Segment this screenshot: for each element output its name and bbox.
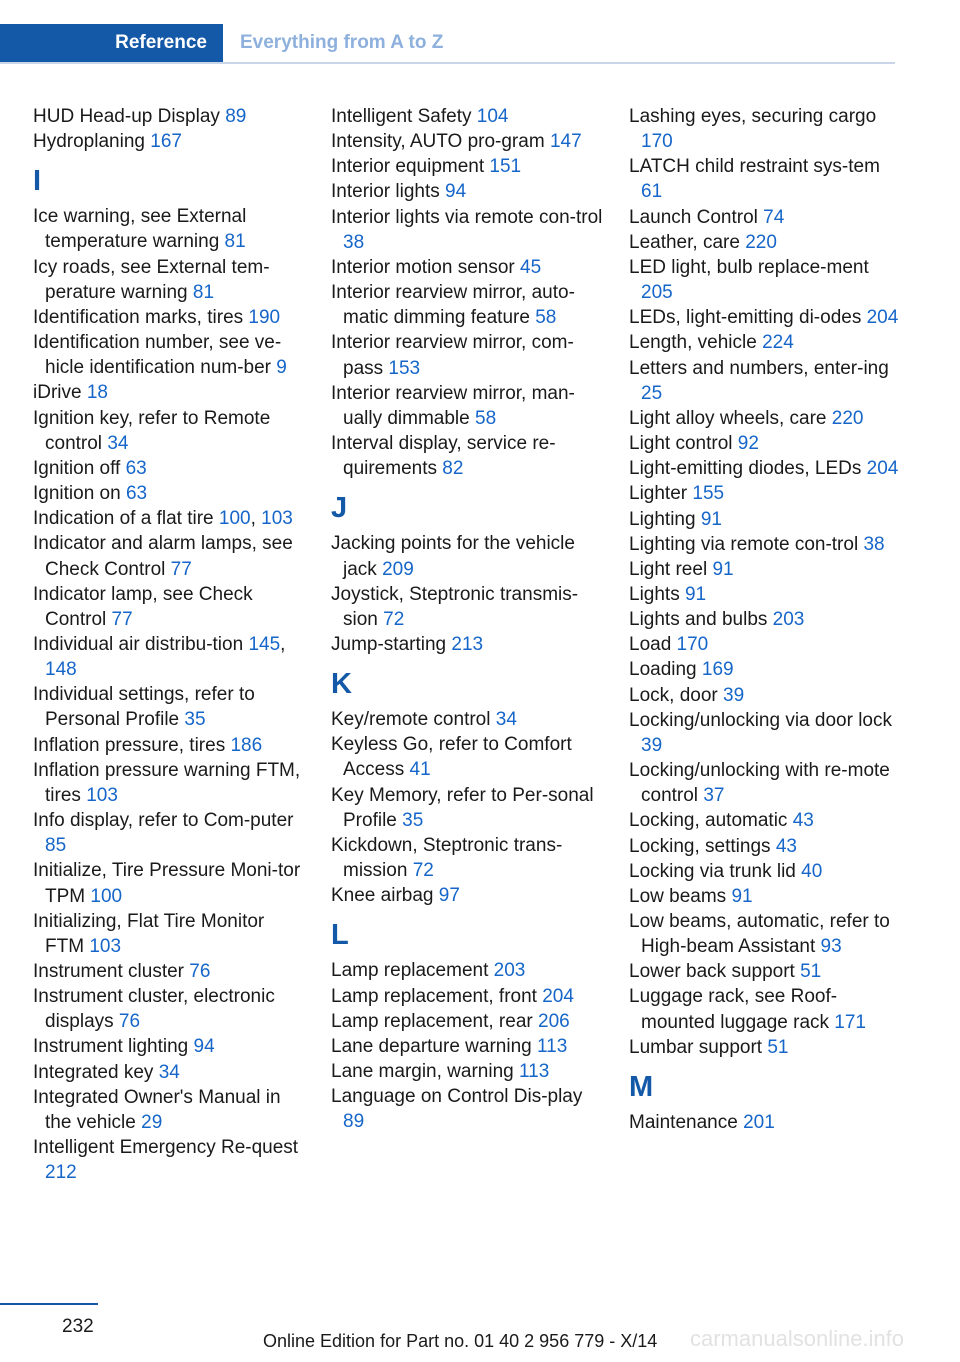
page-reference-link[interactable]: 148	[45, 659, 77, 681]
index-entry	[629, 959, 904, 984]
index-entry	[33, 632, 308, 682]
index-entry	[331, 582, 606, 632]
index-entry-text: Interior rearview mirror, com‐pass	[331, 332, 574, 379]
index-entry-text: Locking, settings	[629, 835, 776, 857]
page-reference-link[interactable]: 58	[475, 407, 497, 429]
index-entry-text: Integrated Owner's Manual in the vehicle	[33, 1086, 281, 1133]
index-entry	[629, 330, 904, 355]
page-reference-link[interactable]: 104	[476, 106, 509, 127]
index-entry-text: Intelligent Safety	[331, 106, 477, 127]
page-reference-link[interactable]: 61	[641, 181, 663, 203]
page-reference-link[interactable]: 89	[225, 106, 247, 127]
watermark: carmanualsonline.info	[690, 1326, 905, 1351]
index-entry-text: Low beams	[629, 885, 732, 907]
index-entry-text: Luggage rack, see Roof-mounted luggage rack	[629, 986, 838, 1033]
index-entry	[331, 1009, 606, 1034]
index-entry	[331, 632, 606, 657]
index-entry-text: Integrated key	[33, 1061, 159, 1083]
page-reference-link[interactable]: 77	[170, 558, 192, 580]
index-entry-text: Intensity, AUTO pro‐gram	[331, 131, 550, 153]
index-entry	[629, 456, 904, 481]
page-reference-link[interactable]: 34	[107, 432, 129, 454]
index-entry	[331, 958, 606, 983]
index-entry-text: Identification marks, tires	[33, 306, 249, 328]
page-reference-link[interactable]: 100	[218, 508, 251, 530]
index-entry-text: Instrument lighting	[33, 1036, 194, 1058]
index-entry-text: Lumbar support	[629, 1036, 768, 1058]
index-entry-text: Hydroplaning	[33, 131, 151, 153]
index-entry-text: Light reel	[629, 558, 713, 580]
page-reference-link[interactable]: 103	[86, 784, 118, 806]
index-entry-text: Lighting via remote con‐trol	[629, 533, 864, 555]
page-reference-link[interactable]: 9	[276, 357, 287, 379]
index-entry	[629, 859, 904, 884]
page-reference-link[interactable]: 81	[224, 231, 246, 253]
index-entry	[629, 255, 904, 305]
index-entry	[629, 758, 904, 808]
page-reference-link[interactable]: 209	[382, 558, 414, 580]
index-entry-text: Lamp replacement, rear	[331, 1010, 538, 1032]
page-reference-link[interactable]: 51	[800, 961, 822, 983]
page-reference-link[interactable]: 29	[141, 1111, 163, 1133]
index-entry-text: Ice warning, see External temperature warning	[33, 206, 247, 253]
page-reference-link[interactable]: 72	[383, 608, 405, 630]
index-entry-text: Interior rearview mirror, man‐ually dimmable	[331, 382, 575, 429]
index-entry-text: Icy roads, see External tem‐perature warning	[33, 256, 270, 303]
index-entry-text: Lights	[629, 583, 685, 605]
index-entry-text: LED light, bulb replace‐ment	[629, 256, 869, 278]
page-reference-link[interactable]: 204	[542, 985, 574, 1007]
page-reference-link[interactable]: 220	[745, 231, 777, 253]
index-letter-heading: M	[629, 1070, 654, 1103]
page-reference-link[interactable]: 40	[801, 860, 823, 882]
index-entry	[33, 406, 308, 456]
index-entry-text: Loading	[629, 659, 702, 681]
index-entry-text: iDrive	[33, 382, 87, 404]
index-entry	[331, 154, 606, 179]
index-entry	[629, 1110, 904, 1135]
index-entry-text: Info display, refer to Com‐puter	[33, 810, 294, 832]
index-entry	[629, 884, 904, 909]
index-entry-text: LATCH child restraint sys‐tem	[629, 156, 880, 178]
page-reference-link[interactable]: 153	[388, 357, 421, 379]
index-entry	[33, 959, 308, 984]
index-entry-text: Interior lights via remote con‐trol	[331, 206, 603, 228]
index-entry	[331, 280, 606, 330]
index-entry	[629, 808, 904, 833]
page-reference-link[interactable]: 18	[86, 382, 108, 404]
page-number-rule	[0, 1303, 98, 1305]
page-reference-link[interactable]: 43	[775, 835, 797, 857]
page-reference-link[interactable]: 170	[641, 131, 673, 153]
index-entry	[629, 557, 904, 582]
index-entry	[331, 984, 606, 1009]
index-letter-heading: I	[33, 165, 42, 198]
index-entry	[33, 506, 308, 531]
index-entry	[331, 1084, 606, 1134]
index-entry	[331, 707, 606, 732]
index-entry-text: Letters and numbers, enter‐ing	[629, 357, 889, 379]
page-reference-link[interactable]: 38	[863, 533, 885, 555]
page-reference-link[interactable]: 155	[692, 483, 725, 505]
page-reference-link[interactable]: 224	[762, 332, 794, 354]
index-entry-text: Locking via trunk lid	[629, 860, 802, 882]
index-entry	[33, 104, 308, 129]
index-entry	[331, 732, 606, 782]
index-entry-text: Light alloy wheels, care	[629, 407, 832, 429]
index-entry	[33, 984, 308, 1034]
index-entry	[629, 305, 904, 330]
page-reference-link[interactable]: 77	[111, 608, 133, 630]
index-entry	[629, 708, 904, 758]
index-entry	[629, 104, 904, 154]
page-reference-link[interactable]: 169	[701, 659, 734, 681]
index-entry	[629, 984, 904, 1034]
page-reference-link[interactable]: 34	[495, 709, 517, 731]
index-entry	[33, 733, 308, 758]
index-entry-text: Lights and bulbs	[629, 609, 773, 631]
page-reference-link[interactable]: 100	[90, 885, 123, 907]
index-entry	[629, 154, 904, 204]
page-reference-link[interactable]: 170	[676, 634, 709, 656]
page-reference-link[interactable]: 63	[125, 457, 147, 479]
page-reference-link[interactable]: 94	[193, 1036, 215, 1058]
page-reference-link[interactable]: 58	[535, 307, 557, 329]
index-entry	[629, 1035, 904, 1060]
ref-separator: ,	[250, 508, 262, 530]
index-entry-text: Jump-starting	[331, 633, 452, 655]
page-reference-link[interactable]: 171	[834, 1011, 866, 1033]
page-reference-link[interactable]: 39	[723, 684, 745, 706]
index-letter-heading: K	[331, 668, 352, 701]
page-reference-link[interactable]: 25	[641, 382, 663, 404]
page-reference-link[interactable]: 103	[261, 508, 293, 530]
index-letter-heading: J	[331, 492, 348, 525]
index-entry-text: Lighting	[629, 508, 701, 530]
index-entry-text: Indicator and alarm lamps, see Check Control	[33, 533, 293, 580]
index-entry	[33, 380, 308, 405]
index-entry-text: Jacking points for the vehicle jack	[331, 533, 575, 580]
index-entry-text: Key/remote control	[331, 709, 496, 731]
index-entry-text: Instrument cluster, electronic displays	[33, 986, 275, 1033]
index-entry-text: Lower back support	[629, 961, 801, 983]
index-entry-text: Leather, care	[629, 231, 746, 253]
index-entry-text: LEDs, light-emitting di‐odes	[629, 307, 867, 329]
index-entry	[33, 582, 308, 632]
page-reference-link[interactable]: 113	[536, 1035, 568, 1057]
section-subtitle: Everything from A to Z	[240, 32, 444, 53]
index-entry	[33, 330, 308, 380]
index-entry-text: Inflation pressure, tires	[33, 734, 231, 756]
index-entry-text: Inflation pressure warning FTM, tires	[33, 759, 301, 806]
index-entry	[629, 683, 904, 708]
page-reference-link[interactable]: 91	[731, 885, 753, 907]
page-reference-link[interactable]: 37	[703, 785, 725, 807]
index-entry-text: Interior lights	[331, 181, 446, 203]
index-entry-text: Light control	[629, 433, 738, 455]
index-entry	[629, 431, 904, 456]
index-entry-text: Knee airbag	[331, 885, 439, 907]
page-reference-link[interactable]: 213	[451, 633, 484, 655]
index-entry-text: Intelligent Emergency Re‐quest	[33, 1137, 299, 1159]
index-entry-text: Locking/unlocking with re‐mote control	[629, 760, 890, 807]
page-reference-link[interactable]: 43	[792, 810, 814, 832]
index-entry	[331, 129, 606, 154]
page-reference-link[interactable]: 220	[831, 407, 864, 429]
index-entry-text: Lashing eyes, securing cargo	[629, 106, 877, 127]
index-entry-text: Joystick, Steptronic transmis‐sion	[331, 583, 579, 630]
page-reference-link[interactable]: 212	[45, 1162, 77, 1184]
page-reference-link[interactable]: 93	[820, 936, 842, 958]
index-entry	[331, 531, 606, 581]
page-reference-link[interactable]: 35	[402, 809, 424, 831]
index-entry-text: Indicator lamp, see Check Control	[33, 583, 253, 630]
index-entry	[33, 858, 308, 908]
index-entry-text: Maintenance	[629, 1111, 744, 1133]
edition-footer: Online Edition for Part no. 01 40 2 956 779 - X/14	[263, 1331, 658, 1351]
index-entry	[629, 909, 904, 959]
index-entry-text: Launch Control	[629, 206, 764, 228]
index-entry-text: Light-emitting diodes, LEDs	[629, 458, 867, 480]
page-reference-link[interactable]: 91	[684, 583, 707, 605]
index-entry	[33, 808, 308, 858]
index-entry	[331, 104, 606, 129]
index-entry	[629, 532, 904, 557]
index-entry	[629, 205, 904, 230]
page-reference-link[interactable]: 51	[767, 1036, 789, 1058]
index-entry-text: Initializing, Flat Tire Monitor FTM	[33, 910, 265, 957]
index-entry	[33, 129, 308, 154]
page-reference-link[interactable]: 76	[118, 1011, 141, 1033]
index-entry	[331, 381, 606, 431]
index-entry-text: Length, vehicle	[629, 332, 763, 354]
page-reference-link[interactable]: 206	[538, 1010, 570, 1032]
index-entry	[629, 507, 904, 532]
page-reference-link[interactable]: 89	[343, 1111, 365, 1133]
tab-reference-label: Reference	[115, 32, 207, 53]
index-entry-text: Low beams, automatic, refer to High-beam Assistant	[629, 911, 890, 958]
index-entry-text: Lamp replacement	[331, 960, 494, 982]
page-reference-link[interactable]: 91	[700, 508, 722, 530]
index-entry-text: Lamp replacement, front	[331, 985, 543, 1007]
index-entry	[629, 230, 904, 255]
index-entry	[33, 1034, 308, 1059]
page-reference-link[interactable]: 74	[763, 206, 785, 228]
index-letter-heading: L	[331, 919, 349, 952]
index-entry-text: Ignition off	[33, 457, 126, 479]
index-entry-text: Kickdown, Steptronic trans‐mission	[331, 834, 563, 882]
page-reference-link[interactable]: 203	[772, 609, 805, 631]
index-entry	[331, 1034, 606, 1059]
page-reference-link[interactable]: 34	[158, 1061, 180, 1083]
page-reference-link[interactable]: 91	[712, 558, 734, 580]
index-entry-text: Interior rearview mirror, auto‐matic dimming feature	[331, 282, 575, 329]
page-reference-link[interactable]: 81	[192, 281, 215, 303]
page-reference-link[interactable]: 63	[125, 483, 148, 505]
page-number: 232	[62, 1316, 94, 1337]
index-entry	[629, 834, 904, 859]
tab-reference[interactable]	[0, 24, 223, 62]
index-entry	[331, 255, 606, 280]
index-entry-text: Interior equipment	[331, 156, 490, 178]
index-entry	[33, 204, 308, 254]
page-reference-link[interactable]: 103	[89, 935, 122, 957]
page-reference-link[interactable]: 204	[866, 458, 899, 480]
ref-separator: ,	[280, 633, 286, 655]
index-entry	[33, 456, 308, 481]
page-reference-link[interactable]: 145	[248, 633, 281, 655]
index-entry-text: Load	[629, 634, 677, 656]
index-entry-text: Lane departure warning	[331, 1035, 537, 1057]
index-entry	[33, 1085, 308, 1135]
index-entry	[629, 406, 904, 431]
index-entry-text: Ignition on	[33, 483, 126, 505]
index-entry-text: Locking, automatic	[629, 810, 793, 832]
index-entry-text: Identification number, see ve‐hicle identification num‐ber	[33, 332, 282, 379]
page-reference-link[interactable]: 41	[409, 759, 431, 781]
index-entry-text: Interior motion sensor	[331, 256, 521, 278]
page-reference-link[interactable]: 85	[45, 835, 67, 857]
page-reference-link[interactable]: 186	[230, 734, 263, 756]
index-entry-text: Instrument cluster	[33, 961, 190, 982]
index-entry-text: HUD Head-up Display	[33, 106, 226, 127]
page-reference-link[interactable]: 113	[519, 1061, 550, 1082]
index-column-1	[33, 104, 308, 1185]
index-entry-text: Indication of a flat tire	[33, 508, 219, 530]
index-entry	[33, 909, 308, 959]
index-entry	[629, 356, 904, 406]
page-reference-link[interactable]: 39	[641, 734, 663, 756]
index-entry	[331, 330, 606, 380]
page-reference-link[interactable]: 76	[189, 961, 211, 982]
page-reference-link[interactable]: 35	[184, 709, 206, 731]
page-reference-link[interactable]: 38	[343, 231, 365, 253]
index-entry	[33, 255, 308, 305]
index-entry-text: Lighter	[629, 483, 693, 505]
index-entry-text: Key Memory, refer to Per‐sonal Profile	[331, 784, 594, 831]
index-entry	[33, 1060, 308, 1085]
index-entry	[629, 657, 904, 682]
index-entry	[331, 179, 606, 204]
index-entry-text: Ignition key, refer to Remote control	[33, 407, 271, 454]
header-bar	[0, 24, 895, 64]
index-entry	[629, 481, 904, 506]
page-reference-link[interactable]: 94	[445, 181, 467, 203]
page-reference-link[interactable]: 82	[442, 458, 464, 480]
page-reference-link[interactable]: 203	[493, 960, 526, 982]
index-entry	[629, 607, 904, 632]
page-reference-link[interactable]: 204	[866, 307, 899, 329]
index-column-3	[629, 104, 904, 1135]
page-reference-link[interactable]: 45	[520, 256, 542, 278]
index-entry-text: Locking/unlocking via door lock	[629, 709, 892, 731]
index-entry	[33, 531, 308, 581]
index-entry-text: Lane margin, warning	[331, 1061, 519, 1082]
index-entry	[331, 1059, 606, 1084]
index-entry-text: Interval display, service re‐quirements	[331, 433, 556, 480]
index-entry	[33, 682, 308, 732]
page-reference-link[interactable]: 92	[737, 433, 759, 455]
index-entry	[33, 305, 308, 330]
page-reference-link[interactable]: 97	[438, 885, 460, 907]
index-entry	[629, 582, 904, 607]
index-entry-text: Language on Control Dis‐play	[331, 1086, 583, 1108]
index-entry	[331, 833, 606, 883]
index-entry	[33, 1135, 308, 1185]
index-column-2	[331, 104, 606, 1134]
index-entry-text: Individual air distribu‐tion	[33, 633, 249, 655]
page-reference-link[interactable]: 147	[549, 131, 582, 153]
index-entry-text: Lock, door	[629, 684, 723, 706]
index-entry	[33, 758, 308, 808]
index-entry-text: Keyless Go, refer to Comfort Access	[331, 734, 572, 781]
index-entry	[331, 205, 606, 255]
index-entry	[33, 481, 308, 506]
page-reference-link[interactable]: 205	[641, 282, 673, 304]
page-reference-link[interactable]: 151	[489, 156, 522, 178]
index-entry-text: Individual settings, refer to Personal Profile	[33, 684, 255, 731]
index-entry	[331, 431, 606, 481]
page-reference-link[interactable]: 72	[412, 860, 434, 882]
index-entry	[331, 883, 606, 908]
page-reference-link[interactable]: 167	[150, 131, 182, 153]
page-reference-link[interactable]: 190	[248, 306, 281, 328]
page-reference-link[interactable]: 201	[743, 1111, 775, 1133]
index-entry	[331, 783, 606, 833]
index-entry-text: Initialize, Tire Pressure Moni‐tor TPM	[33, 860, 301, 907]
index-entry	[629, 632, 904, 657]
